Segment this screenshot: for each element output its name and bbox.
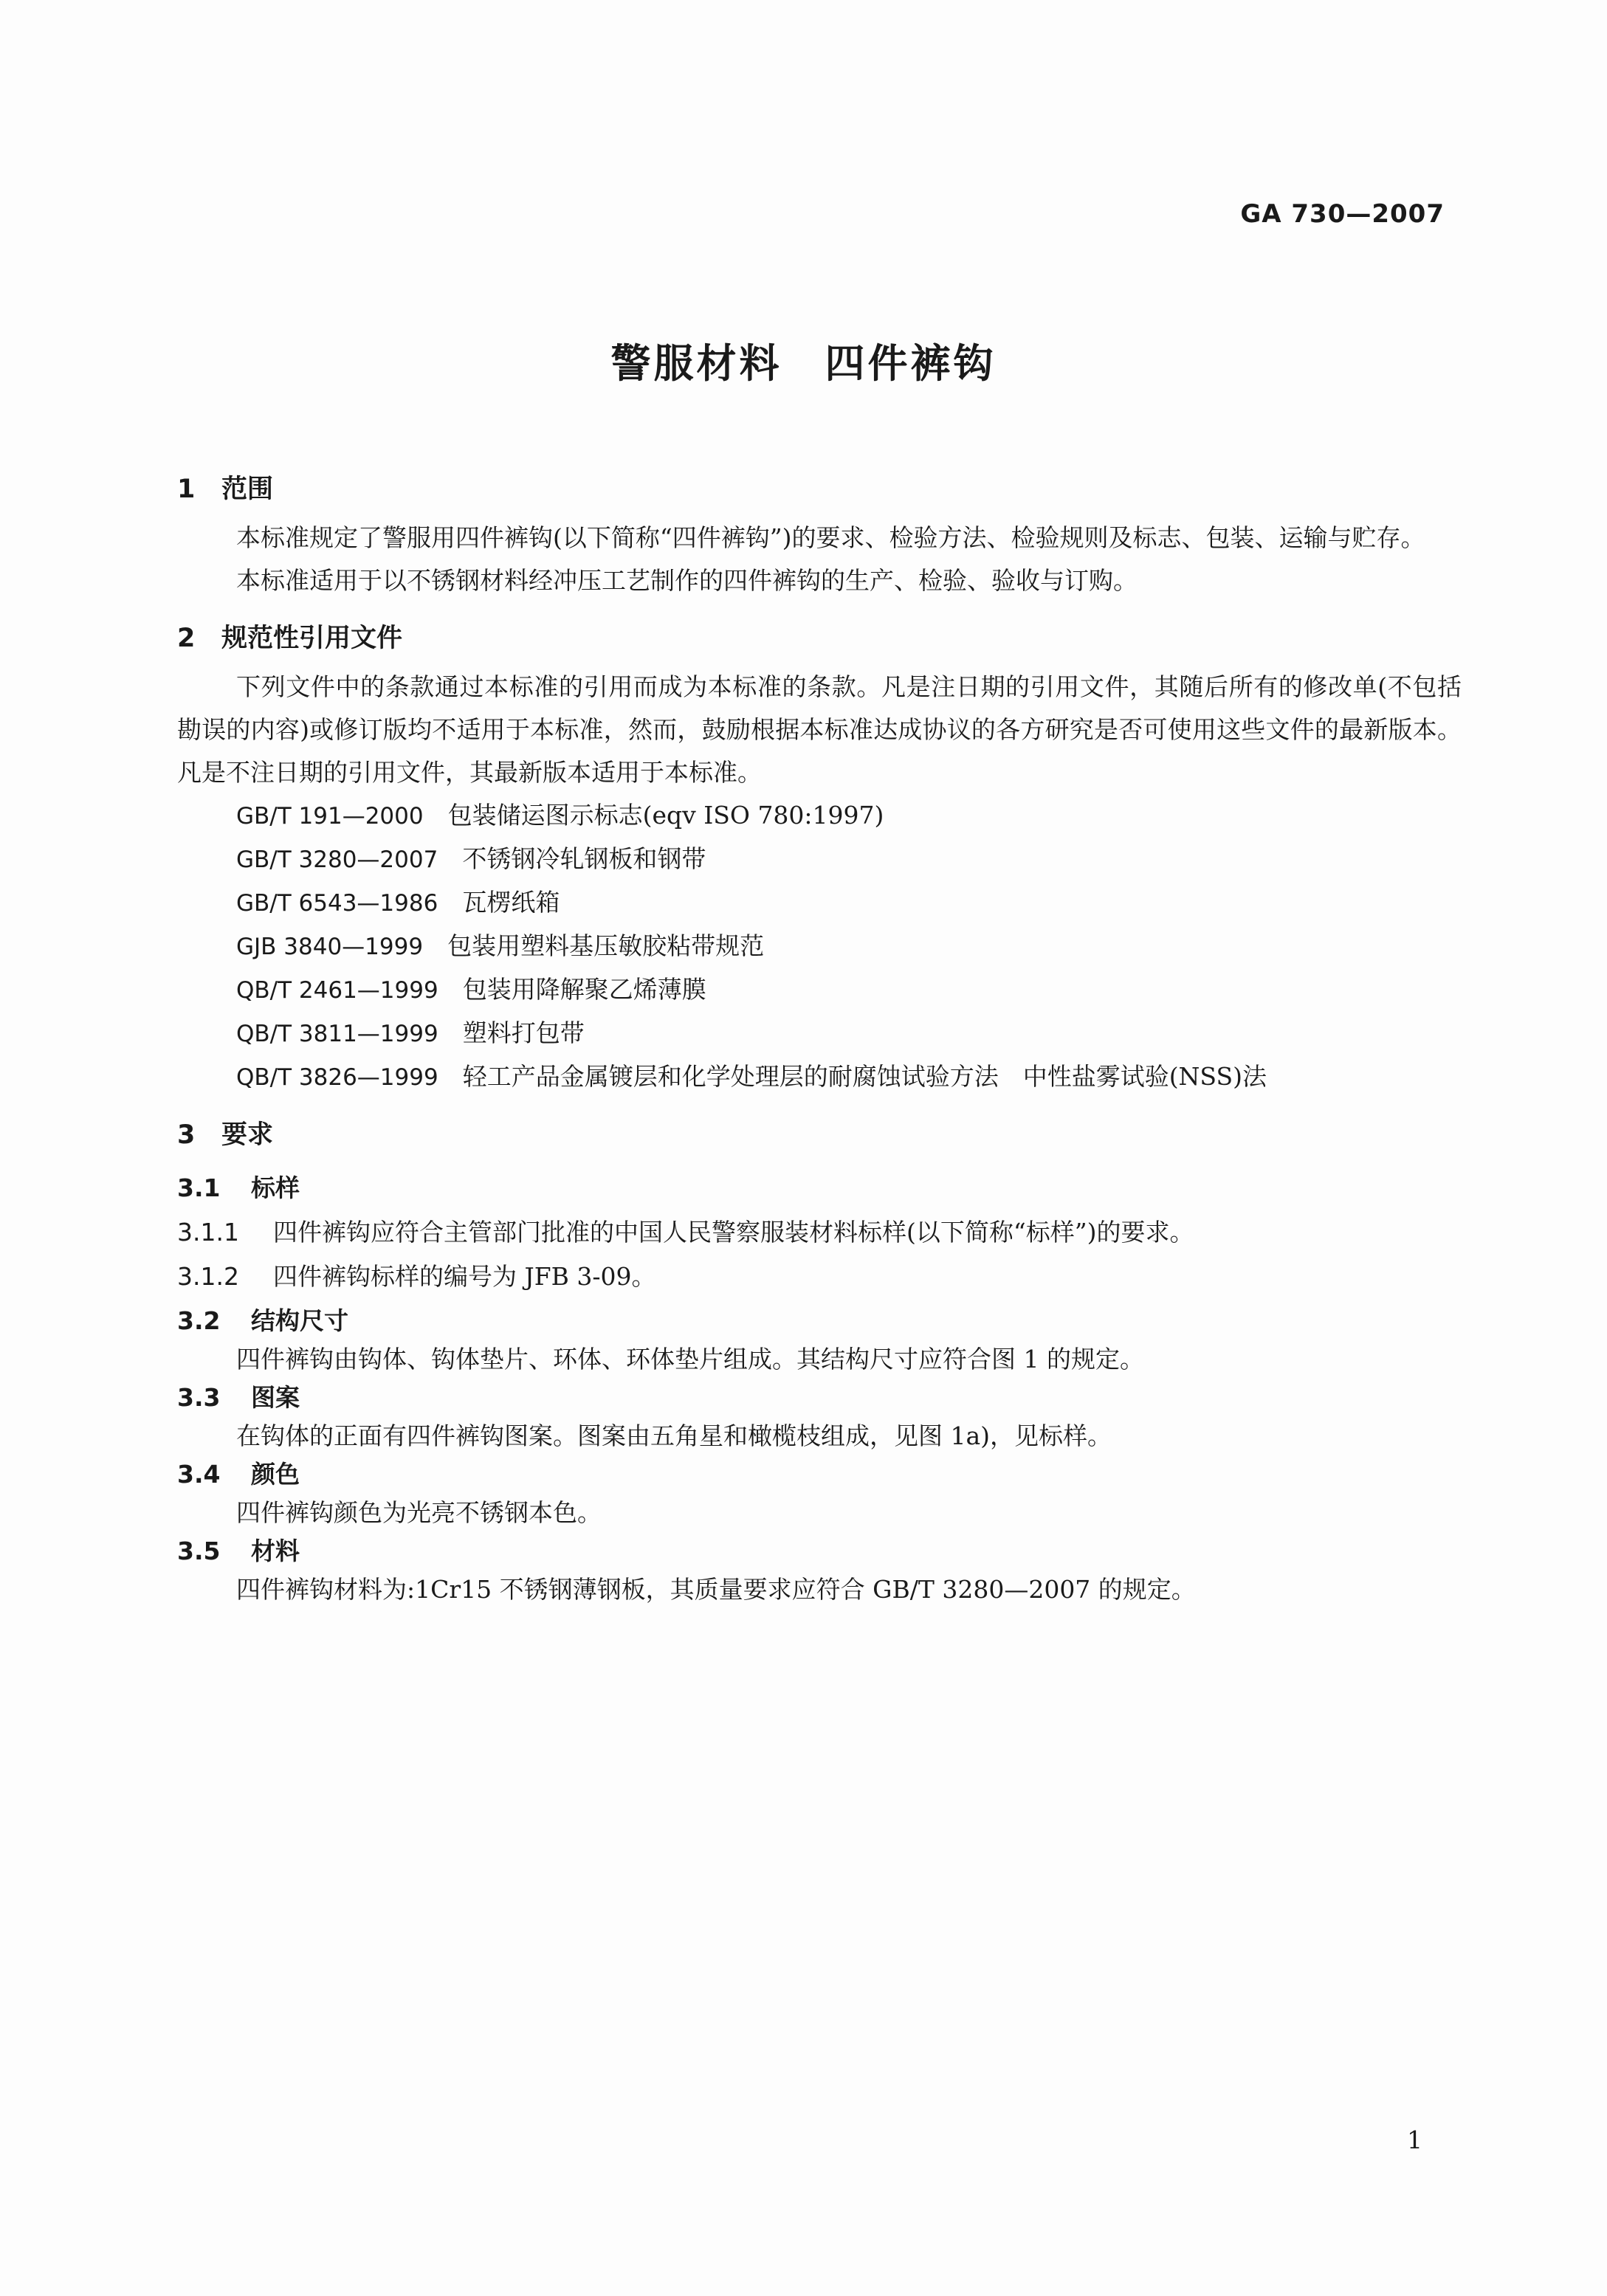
reference-title: 不锈钢冷轧钢板和钢带 bbox=[462, 844, 706, 873]
subsection-3-2-heading bbox=[177, 1304, 1462, 1338]
section-1-paragraph-1: 本标准规定了警服用四件裤钩(以下简称“四件裤钩”)的要求、检验方法、检验规则及标志、包装、运输与贮存。 bbox=[236, 523, 1425, 552]
section-1-heading bbox=[177, 472, 1462, 506]
subsection-title: 标样 bbox=[251, 1173, 300, 1202]
subsection-3-4-heading bbox=[177, 1458, 1462, 1492]
subsection-3-4-text: 四件裤钩颜色为光亮不锈钢本色。 bbox=[236, 1498, 602, 1527]
clause-text: 四件裤钩应符合主管部门批准的中国人民警察服装材料标样(以下简称“标样”)的要求。 bbox=[273, 1218, 1194, 1247]
subsection-3-1-heading bbox=[177, 1171, 1462, 1205]
reference-code: GB/T 6543—1986 bbox=[236, 890, 438, 917]
subsection-3-3-heading bbox=[177, 1381, 1462, 1415]
reference-title: 包装用降解聚乙烯薄膜 bbox=[462, 975, 706, 1004]
reference-item bbox=[236, 1012, 1462, 1055]
reference-item bbox=[236, 1055, 1462, 1099]
reference-item bbox=[236, 925, 1462, 968]
subsection-title: 颜色 bbox=[251, 1460, 300, 1489]
clause-text: 四件裤钩标样的编号为 JFB 3-09。 bbox=[273, 1262, 656, 1291]
reference-code: QB/T 2461—1999 bbox=[236, 977, 438, 1004]
subsection-title: 结构尺寸 bbox=[251, 1306, 348, 1335]
reference-title: 瓦楞纸箱 bbox=[462, 888, 560, 917]
subsection-number: 3.5 bbox=[177, 1537, 221, 1565]
subsection-number: 3.3 bbox=[177, 1383, 221, 1412]
section-title: 范围 bbox=[221, 475, 274, 504]
section-number: 1 bbox=[177, 475, 196, 504]
document-body bbox=[177, 472, 1462, 1611]
subsection-number: 3.2 bbox=[177, 1306, 221, 1335]
section-3-heading bbox=[177, 1118, 1462, 1152]
reference-title: 包装储运图示标志(eqv ISO 780:1997) bbox=[447, 801, 884, 830]
reference-item bbox=[236, 838, 1462, 881]
page-number: 1 bbox=[1407, 2126, 1422, 2154]
section-title: 要求 bbox=[221, 1120, 274, 1150]
subsection-3-5-text: 四件裤钩材料为:1Cr15 不锈钢薄钢板，其质量要求应符合 GB/T 3280—2007 的规定。 bbox=[236, 1575, 1196, 1604]
section-1-paragraph-2: 本标准适用于以不锈钢材料经冲压工艺制作的四件裤钩的生产、检验、验收与订购。 bbox=[236, 566, 1138, 595]
reference-code: QB/T 3826—1999 bbox=[236, 1064, 438, 1091]
reference-code: QB/T 3811—1999 bbox=[236, 1021, 438, 1047]
section-2-intro: 下列文件中的条款通过本标准的引用而成为本标准的条款。凡是注日期的引用文件，其随后所有的修改单(不包括勘误的内容)或修订版均不适用于本标准，然而，鼓励根据本标准达成协议的各方研究是否可使用这些文件的最新版本。凡是不注日期的引用文件，其最新版本适用于本标准。 bbox=[177, 672, 1462, 787]
subsection-3-2-text: 四件裤钩由钩体、钩体垫片、环体、环体垫片组成。其结构尺寸应符合图 1 的规定。 bbox=[236, 1345, 1144, 1373]
reference-title: 塑料打包带 bbox=[462, 1018, 585, 1047]
reference-title: 包装用塑料基压敏胶粘带规范 bbox=[447, 931, 765, 960]
standard-code: GA 730—2007 bbox=[1240, 199, 1445, 229]
reference-item bbox=[236, 794, 1462, 838]
reference-title: 轻工产品金属镀层和化学处理层的耐腐蚀试验方法 中性盐雾试验(NSS)法 bbox=[462, 1062, 1267, 1091]
section-number: 2 bbox=[177, 624, 196, 653]
subsection-title: 材料 bbox=[251, 1537, 300, 1565]
subsection-title: 图案 bbox=[251, 1383, 300, 1412]
reference-code: GB/T 191—2000 bbox=[236, 803, 424, 830]
reference-item bbox=[236, 968, 1462, 1012]
clause-3-1-2 bbox=[177, 1260, 1462, 1294]
reference-code: GJB 3840—1999 bbox=[236, 934, 424, 960]
subsection-number: 3.4 bbox=[177, 1460, 221, 1489]
section-number: 3 bbox=[177, 1120, 196, 1150]
subsection-3-3-text: 在钩体的正面有四件裤钩图案。图案由五角星和橄榄枝组成，见图 1a)，见标样。 bbox=[236, 1421, 1112, 1450]
reference-code: GB/T 3280—2007 bbox=[236, 847, 438, 873]
section-2-heading bbox=[177, 621, 1462, 655]
subsection-number: 3.1 bbox=[177, 1173, 221, 1202]
clause-number: 3.1.1 bbox=[177, 1218, 239, 1247]
section-title: 规范性引用文件 bbox=[221, 624, 403, 653]
reference-list bbox=[177, 794, 1462, 1099]
document-title: 警服材料 四件裤钩 bbox=[610, 340, 997, 387]
reference-item bbox=[236, 881, 1462, 925]
clause-number: 3.1.2 bbox=[177, 1262, 239, 1291]
clause-3-1-1 bbox=[177, 1216, 1462, 1249]
subsection-3-5-heading bbox=[177, 1534, 1462, 1568]
